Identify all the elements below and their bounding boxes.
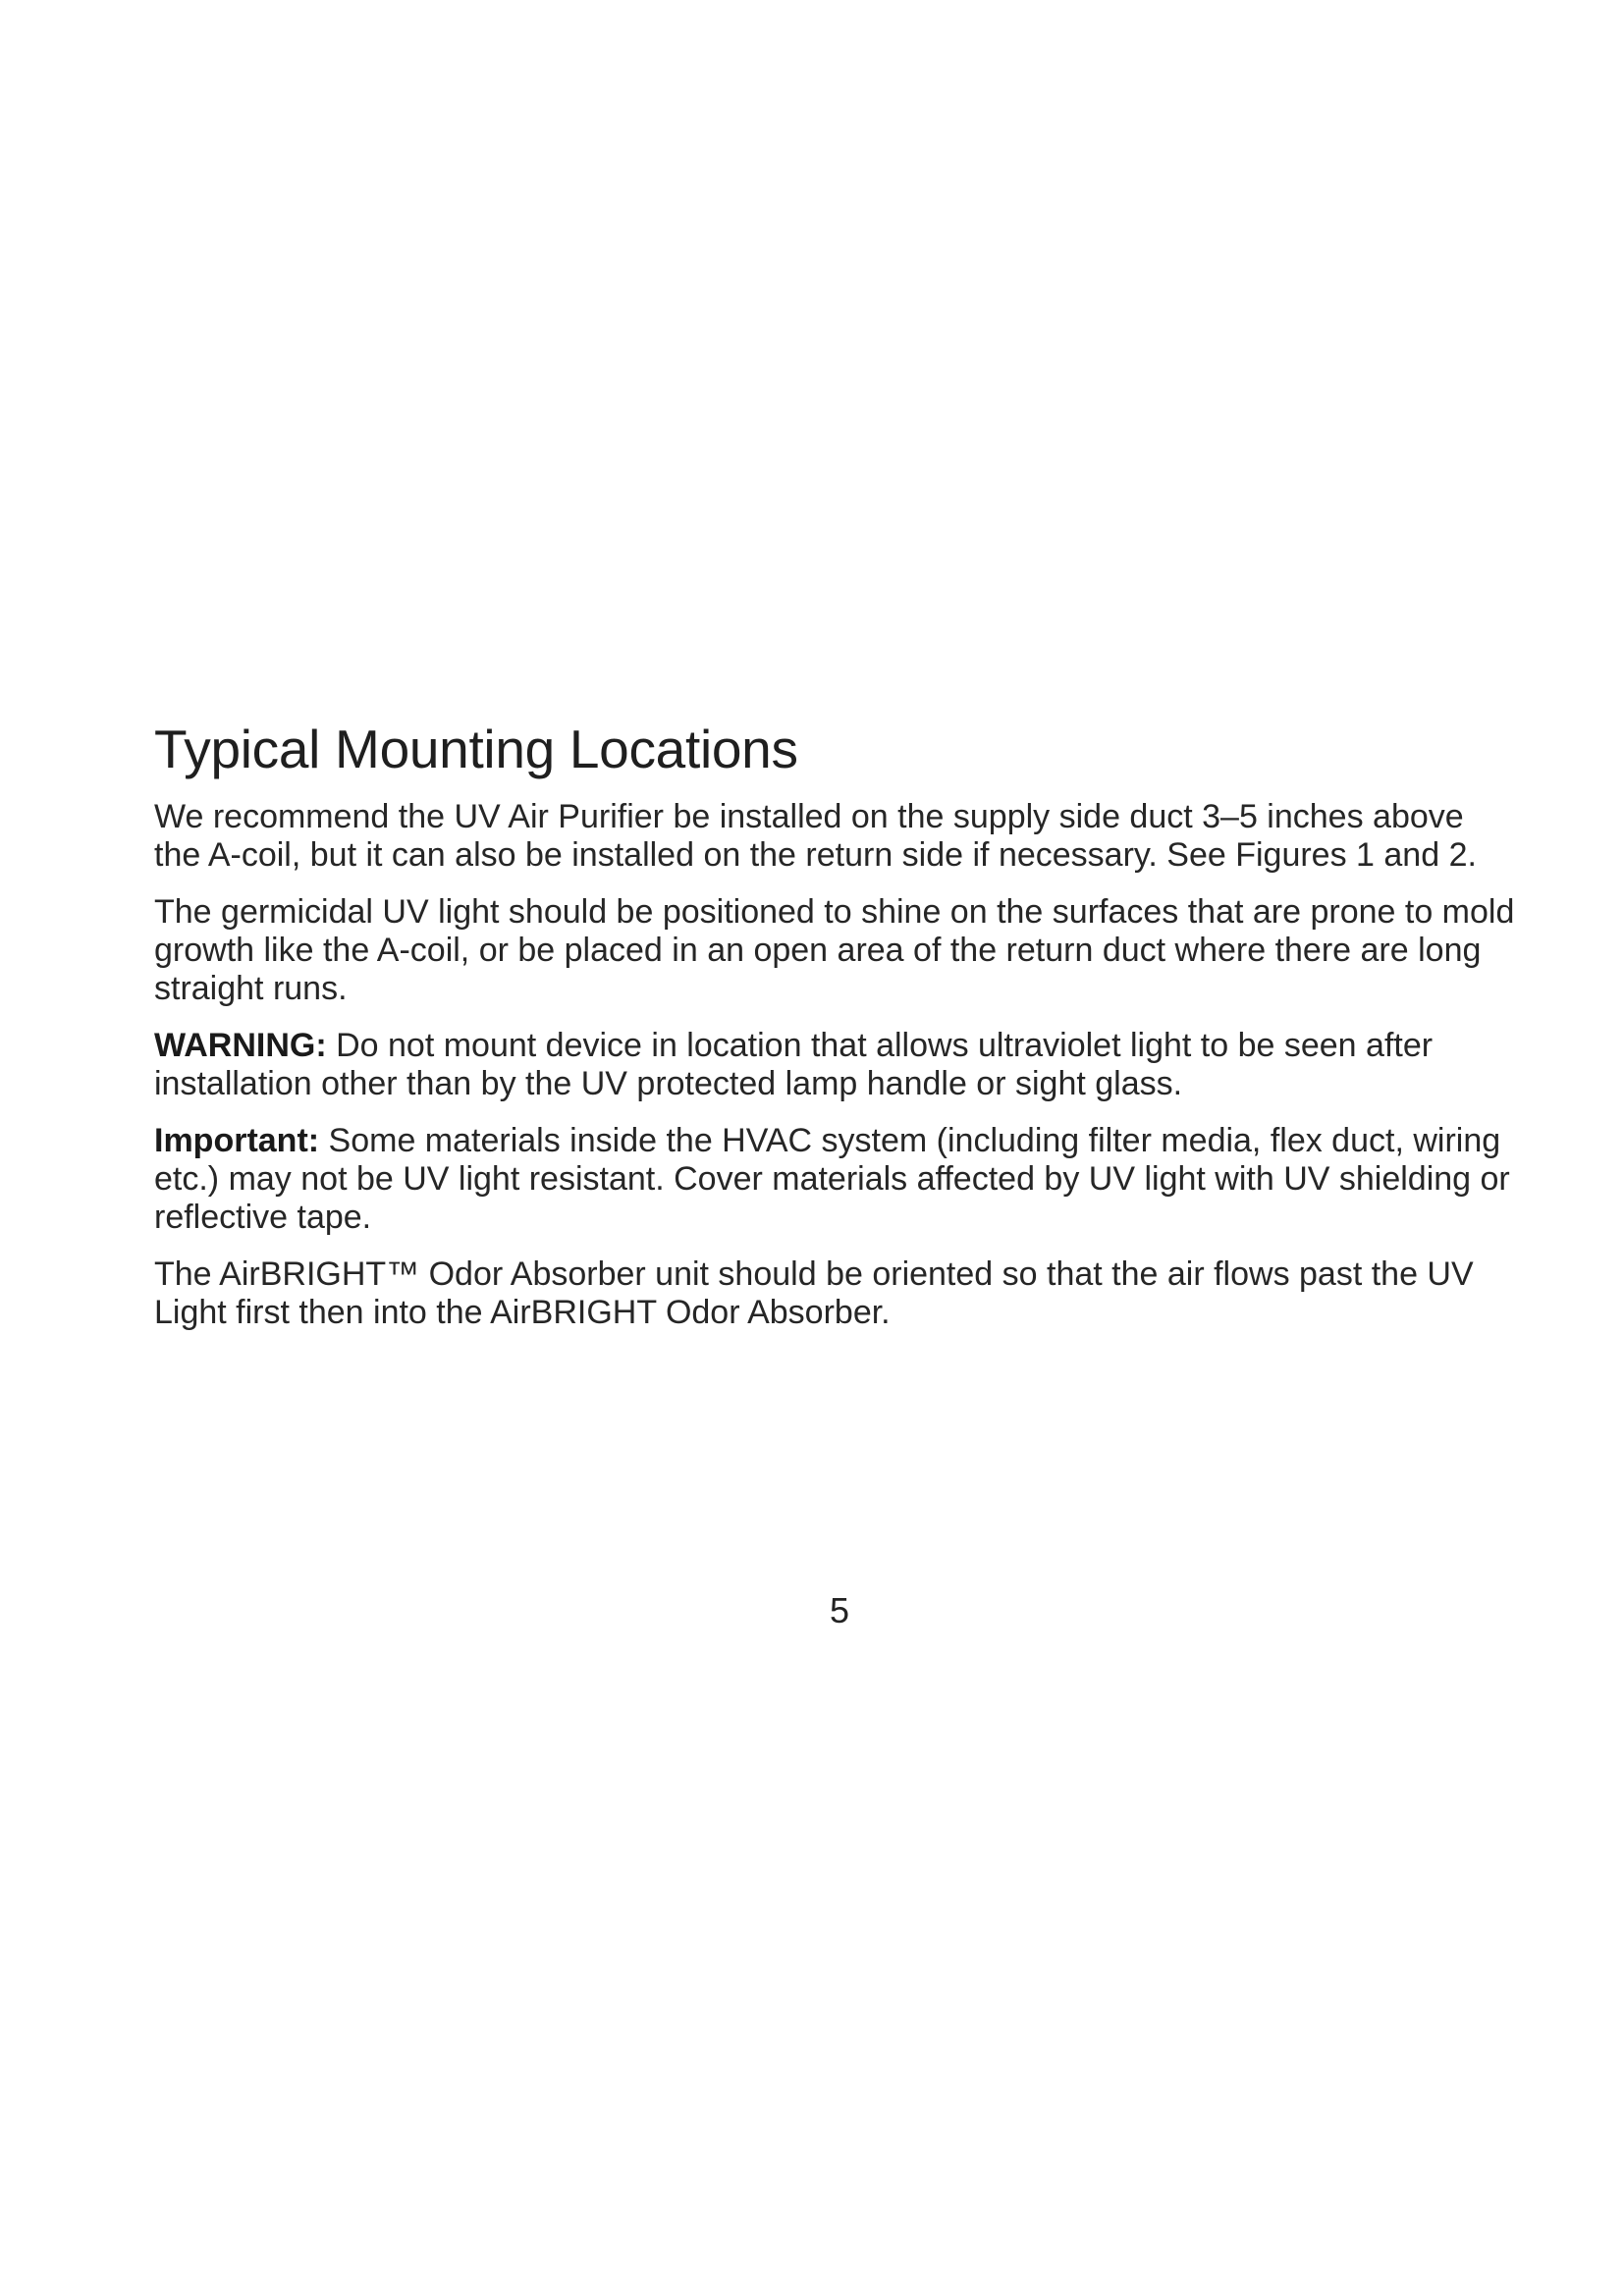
paragraph-text: Some materials inside the HVAC system (including filter media, flex duct, wiring etc.) may not be UV light resistant. Cover materials affected by UV light with UV shielding or reflective tape. bbox=[154, 1122, 1510, 1237]
paragraph-text: Do not mount device in location that allows ultraviolet light to be seen after installation other than by the UV protected lamp handle or sight glass. bbox=[154, 1027, 1434, 1103]
warning-label: WARNING: bbox=[154, 1027, 327, 1065]
paragraph-uv-positioning bbox=[154, 893, 1519, 1008]
paragraph-text: We recommend the UV Air Purifier be installed on the supply side duct 3–5 inches above the A-coil, but it can also be installed on the return side if necessary. See Figures 1 and 2. bbox=[154, 798, 1477, 875]
page-number: 5 bbox=[829, 1590, 850, 1630]
paragraph-text: The germicidal UV light should be positioned to shine on the surfaces that are prone to mold growth like the A-coil, or be placed in an open area of the return duct where there are long straight runs. bbox=[154, 893, 1515, 1008]
paragraph-odor-absorber bbox=[154, 1255, 1519, 1332]
document-body bbox=[154, 719, 1519, 1351]
paragraph-warning bbox=[154, 1027, 1519, 1103]
page-title: Typical Mounting Locations bbox=[154, 719, 798, 779]
paragraph-recommendation bbox=[154, 798, 1519, 875]
paragraph-important bbox=[154, 1122, 1519, 1237]
important-label: Important: bbox=[154, 1122, 320, 1160]
paragraph-text: The AirBRIGHT™ Odor Absorber unit should be oriented so that the air flows past the UV Light first then into the AirBRIGHT Odor Absorber. bbox=[154, 1255, 1474, 1332]
